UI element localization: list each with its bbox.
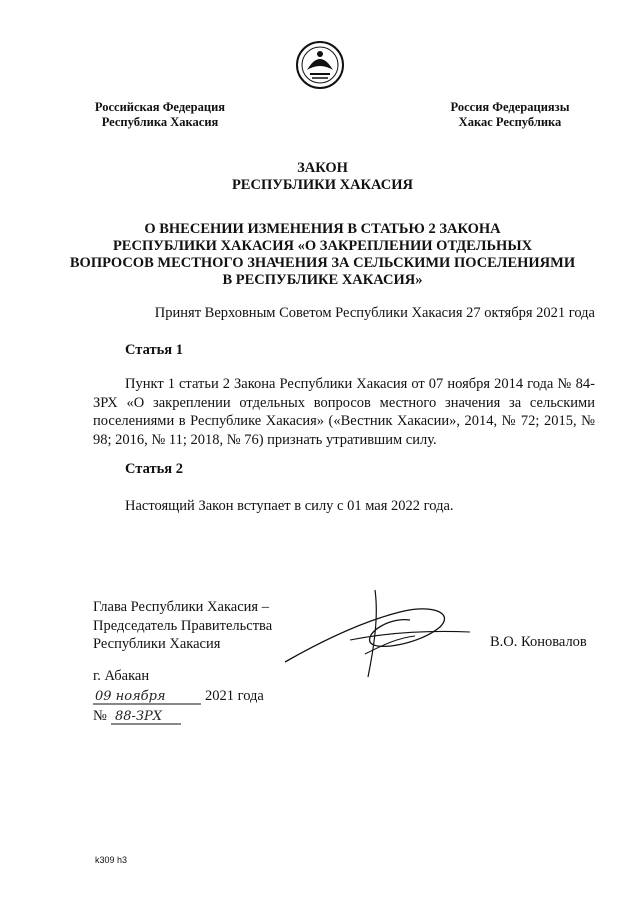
law-title (60, 160, 585, 194)
law-subject-line: ВОПРОСОВ МЕСТНОГО ЗНАЧЕНИЯ ЗА СЕЛЬСКИМИ ПОСЕЛЕНИЯМИ (69, 255, 576, 271)
number-sign: № (93, 708, 107, 724)
law-title-line: ЗАКОН (297, 160, 348, 176)
law-subject-line: В РЕСПУБЛИКЕ ХАКАСИЯ» (222, 272, 423, 288)
law-subject (60, 221, 585, 289)
date-handwritten: 09 ноября (95, 689, 166, 704)
adoption-note: Принят Верховным Советом Республики Хакасия 27 октября 2021 года (154, 305, 595, 321)
article-2-text: Настоящий Закон вступает в силу с 01 мая 2022 года. (125, 498, 454, 514)
header-right (430, 100, 590, 130)
law-subject-line: РЕСПУБЛИКИ ХАКАСИЯ «О ЗАКРЕПЛЕНИИ ОТДЕЛЬНЫХ (112, 238, 533, 254)
city: г. Абакан (93, 668, 150, 684)
number-line (93, 706, 213, 726)
signatory-title-line: Республики Хакасия (93, 636, 221, 652)
law-subject-line: О ВНЕСЕНИИ ИЗМЕНЕНИЯ В СТАТЬЮ 2 ЗАКОНА (144, 221, 501, 237)
header-left (80, 100, 240, 130)
article-2-heading: Статья 2 (125, 461, 183, 477)
date-line (93, 686, 313, 706)
article-1-heading: Статья 1 (125, 342, 183, 358)
date-year: 2021 года (205, 688, 264, 704)
header-right-line: Хакас Республика (458, 115, 562, 129)
law-title-line: РЕСПУБЛИКИ ХАКАСИЯ (231, 177, 414, 193)
header-left-line: Российская Федерация (94, 100, 226, 114)
signatory-name: В.О. Коновалов (490, 634, 587, 650)
signature-icon (280, 582, 480, 682)
header-left-line: Республика Хакасия (101, 115, 219, 129)
article-1-text: Пункт 1 статьи 2 Закона Республики Хакасия от 07 ноября 2014 года № 84-ЗРХ «О закреплении отдельных вопросов местного значения за сельскими поселениями в Республике Хакасия» («Вестник Хакасии», 2014, № 72; 2015, № 98; 2016, № 11; 2018, № 76) признать утратившим силу. (93, 376, 595, 448)
footer-code: k309 h3 (95, 855, 128, 865)
emblem-icon (295, 40, 345, 90)
number-handwritten: 88-ЗРХ (115, 709, 163, 724)
signatory-title (93, 598, 272, 654)
handwritten-date-icon (93, 686, 201, 706)
signatory-title-line: Глава Республики Хакасия – (93, 599, 269, 615)
handwritten-number-icon (111, 706, 181, 726)
header-right-line: Россия Федерациязы (450, 100, 570, 114)
signatory-title-line: Председатель Правительства (93, 617, 273, 634)
